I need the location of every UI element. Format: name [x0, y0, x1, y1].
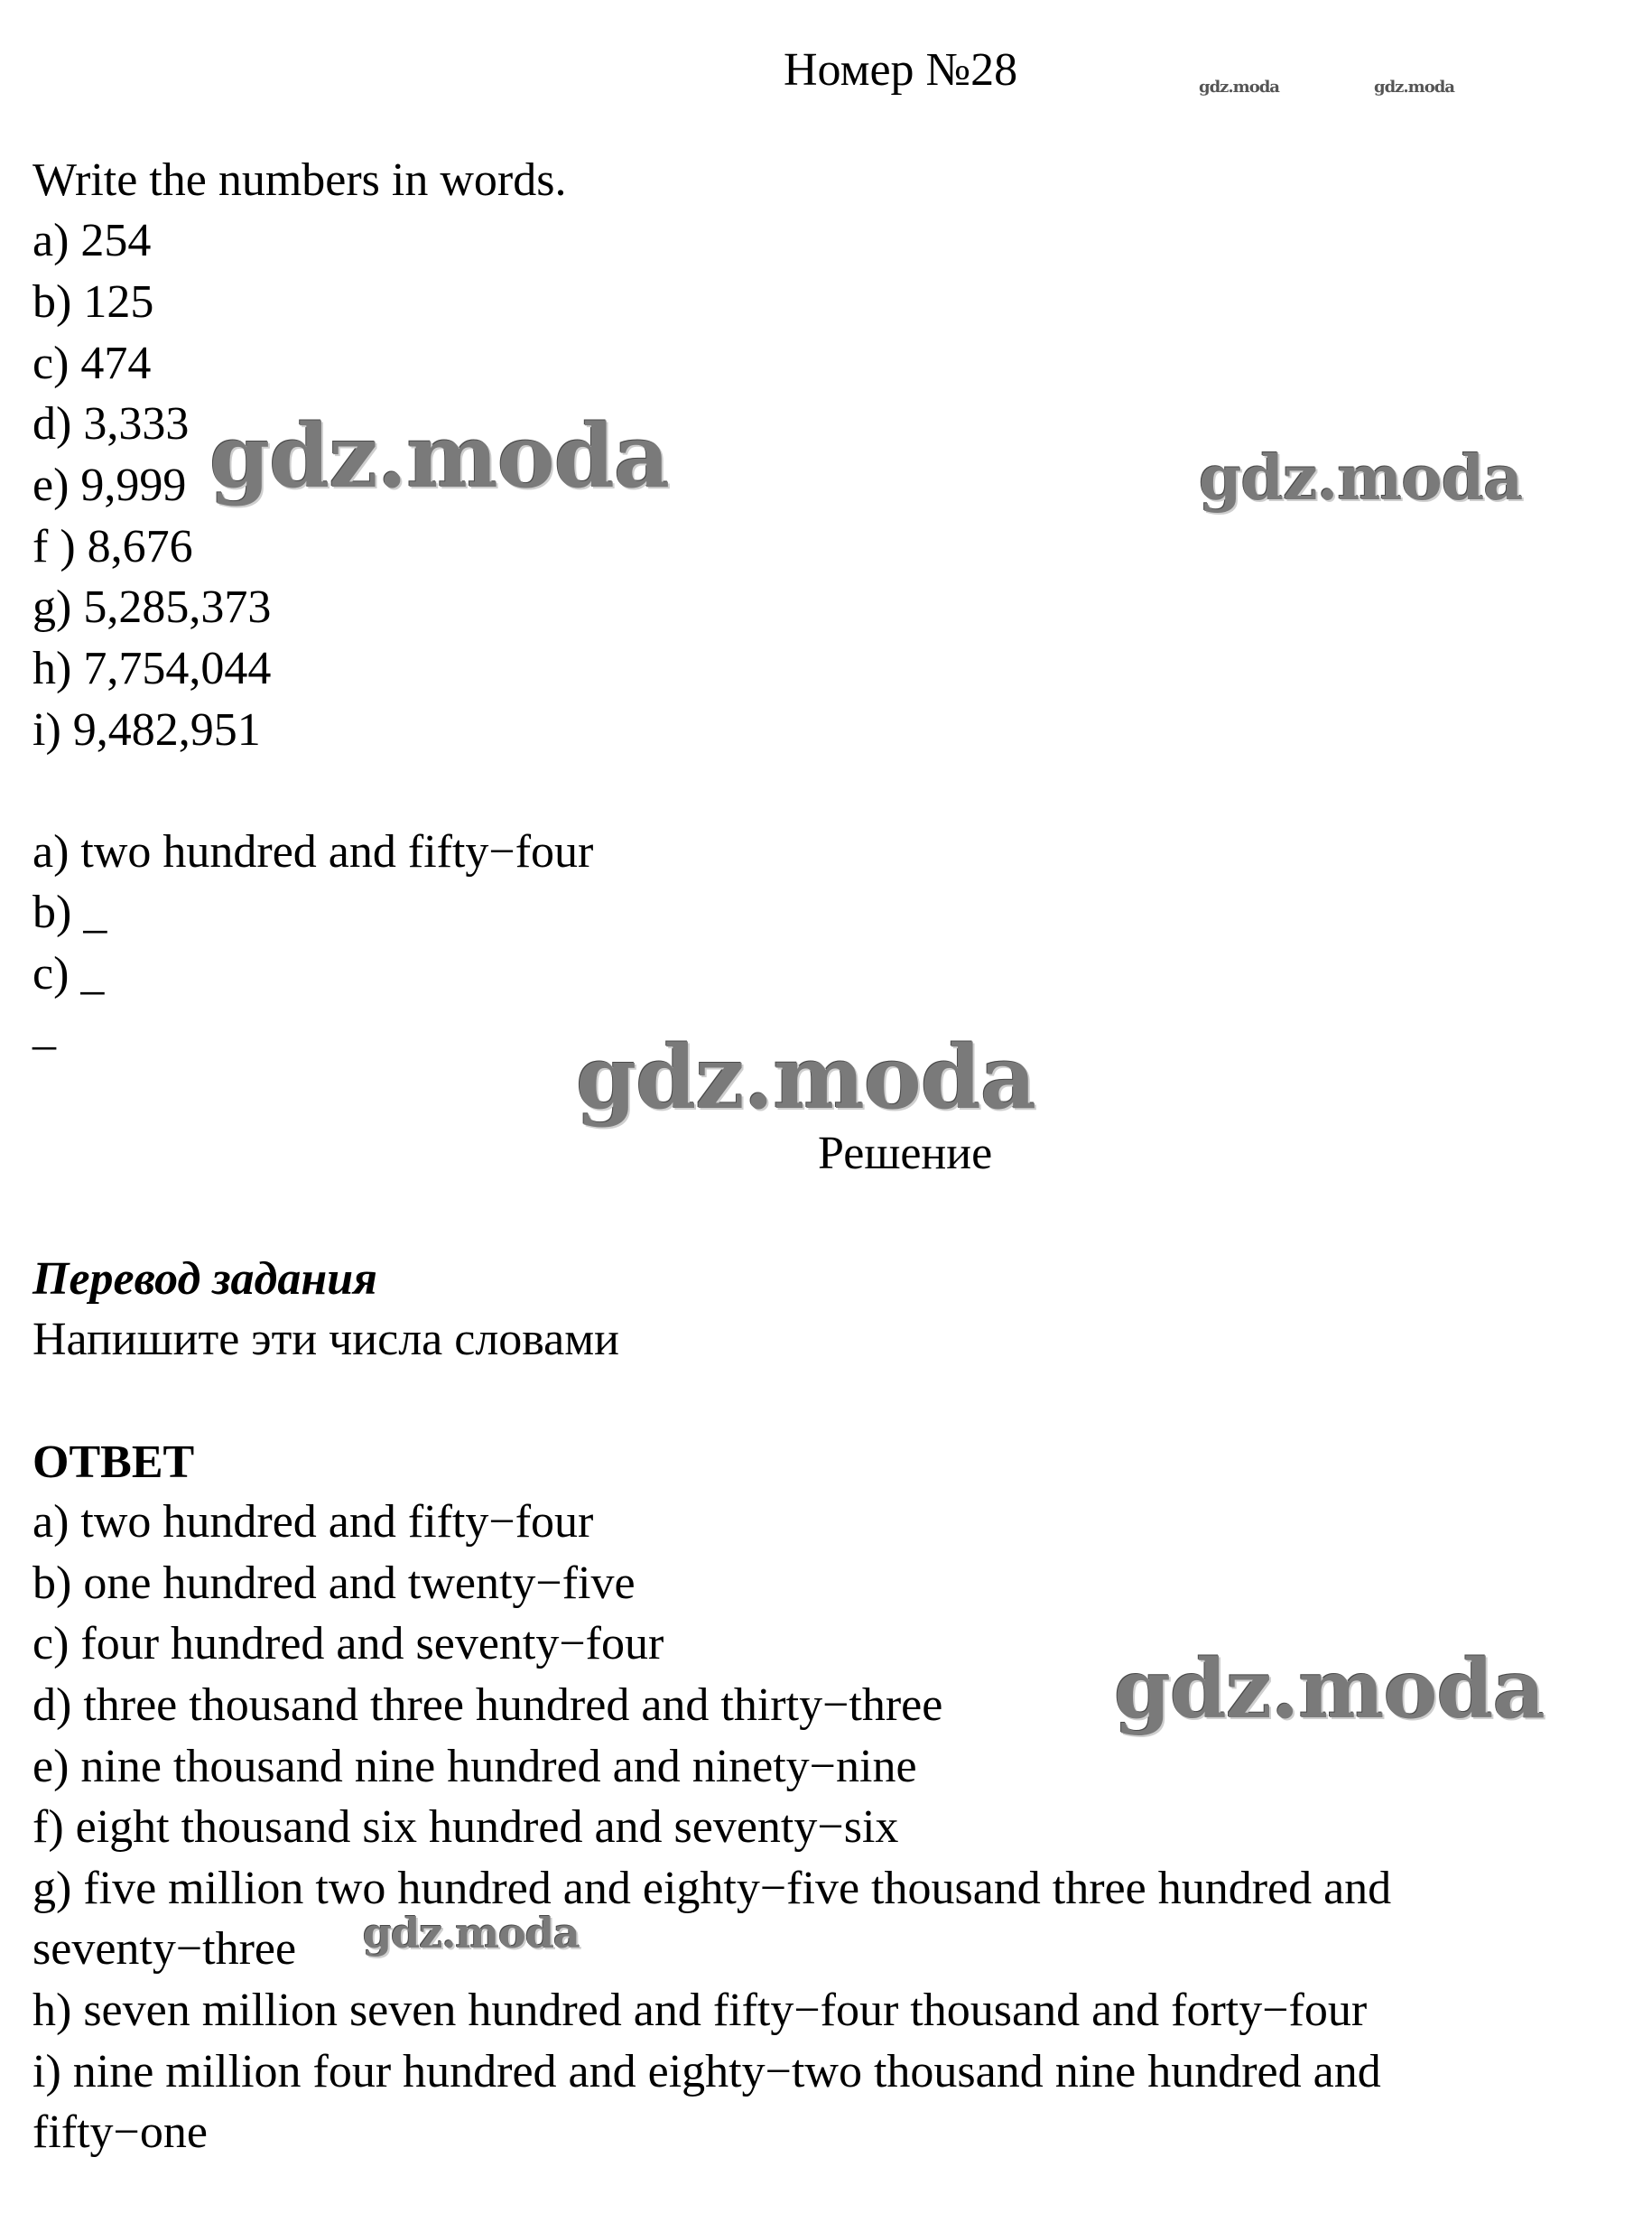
- translation-heading: Перевод задания: [32, 1253, 377, 1305]
- example-line-a: a) two hundred and fifty−four: [32, 826, 594, 878]
- watermark-medium-1: gdz.moda: [363, 1909, 580, 1957]
- task-item-d: d) 3,333: [32, 398, 190, 450]
- task-item-e: e) 9,999: [32, 460, 187, 511]
- task-item-c: c) 474: [32, 338, 152, 389]
- task-item-g: g) 5,285,373: [32, 581, 272, 633]
- watermark-large-3: gdz.moda: [576, 1027, 1036, 1129]
- page-title: Номер №28: [784, 44, 1018, 96]
- example-line-b: b) _: [32, 887, 107, 938]
- answer-line-g-cont: seventy−three: [32, 1923, 297, 1975]
- task-instruction: Write the numbers in words.: [32, 154, 567, 206]
- answer-line-d: d) three thousand three hundred and thirty−three: [32, 1679, 943, 1731]
- task-item-h: h) 7,754,044: [32, 643, 272, 694]
- answer-line-i-cont: fifty−one: [32, 2106, 208, 2158]
- answer-line-g: g) five million two hundred and eighty−five thousand three hundred and: [32, 1863, 1392, 1914]
- answer-line-a: a) two hundred and fifty−four: [32, 1496, 594, 1548]
- task-item-i: i) 9,482,951: [32, 704, 261, 756]
- watermark-large-2: gdz.moda: [1199, 442, 1523, 515]
- watermark-large-4: gdz.moda: [1114, 1641, 1545, 1737]
- task-item-b: b) 125: [32, 276, 154, 328]
- task-item-f: f ) 8,676: [32, 521, 193, 572]
- translation-text: Напишите эти числа словами: [32, 1314, 619, 1365]
- watermark-large-1: gdz.moda: [209, 405, 670, 507]
- watermark-small-2: gdz.moda: [1374, 78, 1454, 97]
- answer-line-f: f) eight thousand six hundred and seventy−six: [32, 1801, 899, 1853]
- task-item-a: a) 254: [32, 215, 152, 266]
- answer-heading: ОТВЕТ: [32, 1437, 195, 1488]
- answer-line-b: b) one hundred and twenty−five: [32, 1557, 636, 1609]
- watermark-small-1: gdz.moda: [1199, 78, 1279, 97]
- example-line-c: c) _: [32, 948, 105, 1000]
- answer-line-e: e) nine thousand nine hundred and ninety−nine: [32, 1741, 917, 1792]
- answer-line-h: h) seven million seven hundred and fifty−four thousand and forty−four: [32, 1985, 1368, 2036]
- answer-line-c: c) four hundred and seventy−four: [32, 1618, 664, 1669]
- example-line-blank: _: [32, 1003, 56, 1055]
- answer-line-i: i) nine million four hundred and eighty−two thousand nine hundred and: [32, 2046, 1381, 2097]
- solution-label: Решение: [818, 1128, 993, 1179]
